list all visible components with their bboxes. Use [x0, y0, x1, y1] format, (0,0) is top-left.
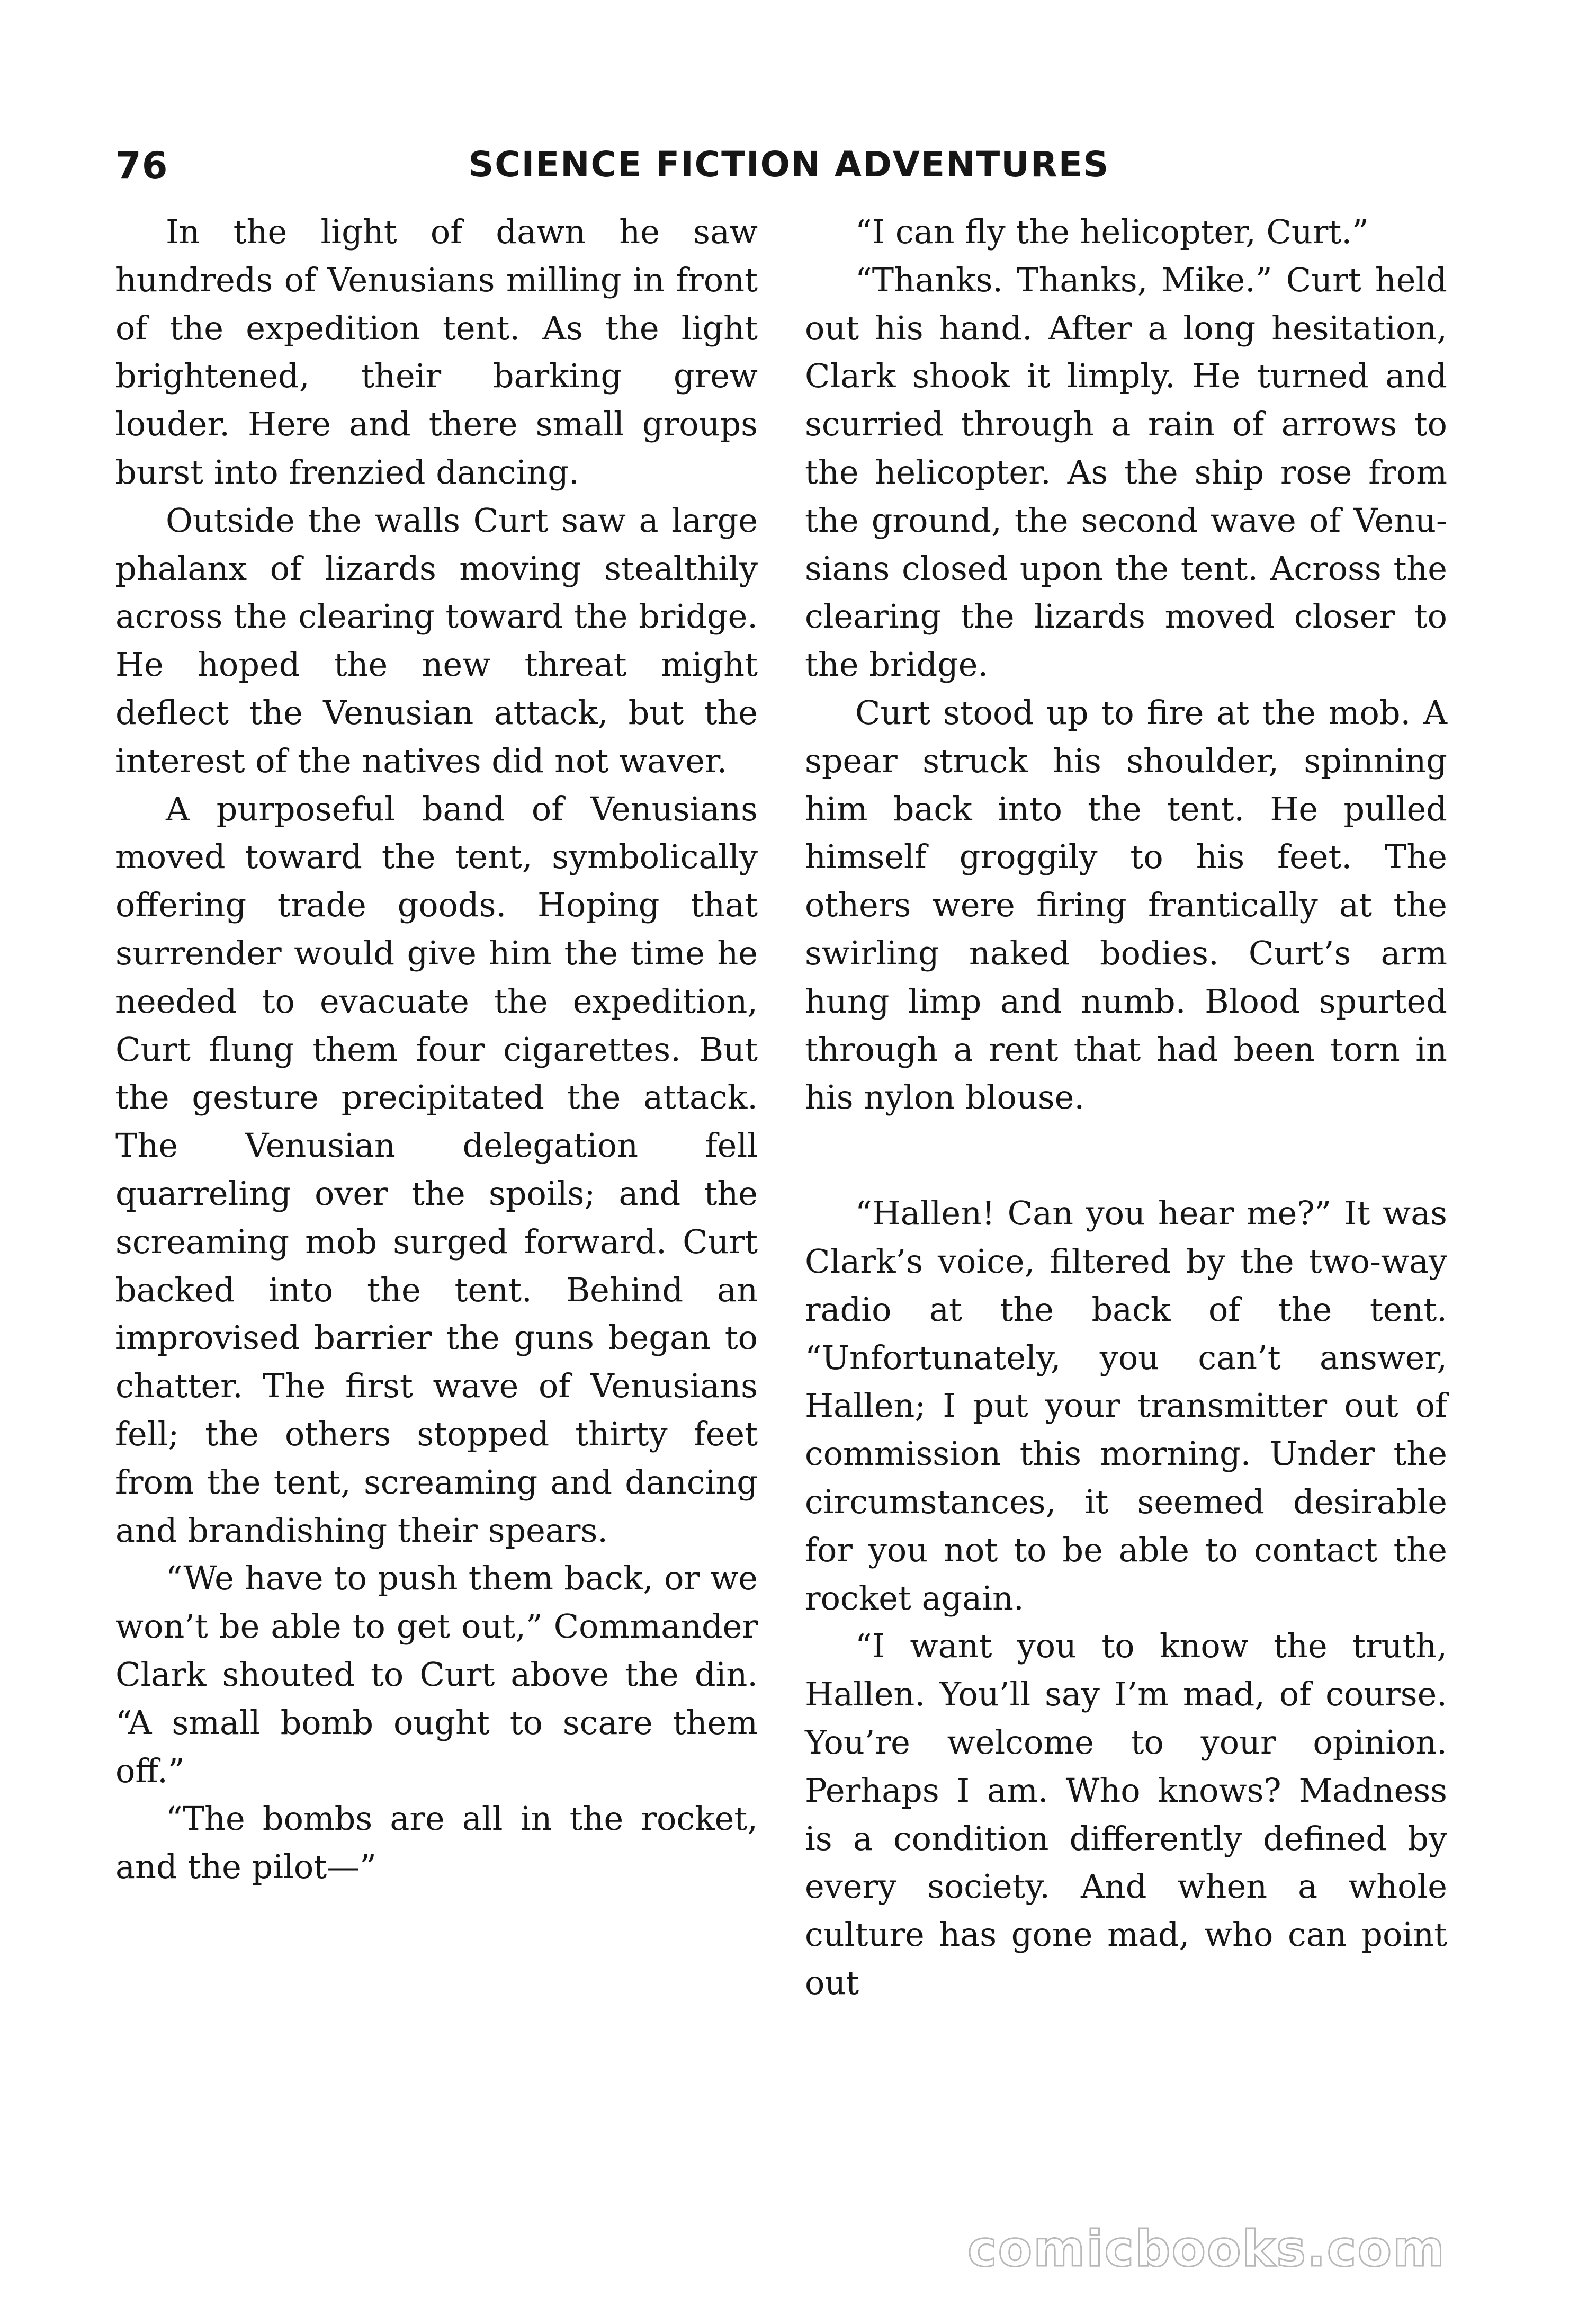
paragraph: “Hallen! Can you hear me?” It was Clark’s voice, filtered by the two-way radio at the back of the tent. “Unfortunately, you can’t answer, Hallen; I put your transmitter out of commission this morning. Under the circumstances, it seemed desirable for you not to be able to contact the rocket again. — [805, 1194, 1447, 1617]
paragraph: “We have to push them back, or we won’t be able to get out,” Commander Clark shouted to Curt above the din. “A small bomb ought to scare them off.” — [115, 1559, 758, 1790]
paragraph: In the light of dawn he saw hundreds of Venusians milling in front of the expedition tent. As the light brightened, their barking grew louder. Here and there small groups burst into frenzied dancing. — [115, 212, 758, 491]
page-number: 76 — [115, 144, 168, 187]
watermark: comicbooks.com — [967, 2220, 1446, 2278]
running-head: SCIENCE FICTION ADVENTURES — [468, 144, 1110, 185]
paragraph: “I can fly the helicopter, Curt.” — [855, 212, 1369, 251]
paragraph: Outside the walls Curt saw a large phalanx of lizards moving stealthily across the clearing toward the bridge. He hoped the new threat might deflect the Venusian attack, but the interest of the natives did not waver. — [115, 500, 758, 780]
page-header — [0, 144, 1578, 202]
paragraph: “Thanks. Thanks, Mike.” Curt held out his hand. After a long hesitation, Clark shook it limply. He turned and scurried through a rain of arrows to the helicopter. As the ship rose from the ground, the second wave of Venusians closed upon the tent. Across the clearing the lizards moved closer to the bridge. — [805, 260, 1447, 684]
paragraph: A purposeful band of Venusians moved toward the tent, symbolically offering trade goods. Hoping that surrender would give him the time he needed to evacuate the expedition, Curt flung them four cigarettes. But the gesture precipitated the attack. The Venusian delegation fell quarreling over the spoils; and the screaming mob surged forward. Curt backed into the tent. Behind an improvised barrier the guns began to chatter. The first wave of Venusians fell; the others stopped thirty feet from the tent, screaming and dancing and brandishing their spears. — [115, 789, 758, 1550]
paragraph: “The bombs are all in the rocket, and the pilot—” — [115, 1799, 758, 1887]
left-column — [115, 208, 758, 1891]
paragraph: “I want you to know the truth, Hallen. You’ll say I’m mad, of course. You’re welcome to your opinion. Perhaps I am. Who knows? Madness is a condition differently defined by every society. And when a whole culture has gone mad, who can point out — [805, 1626, 1447, 2002]
right-column — [805, 208, 1447, 2007]
section-break — [805, 1122, 1447, 1190]
paragraph: Curt stood up to fire at the mob. A spear struck his shoulder, spinning him back into the tent. He pulled himself groggily to his feet. The others were firing frantically at the swirling naked bodies. Curt’s arm hung limp and numb. Blood spurted through a rent that had been torn in his nylon blouse. — [805, 693, 1447, 1117]
